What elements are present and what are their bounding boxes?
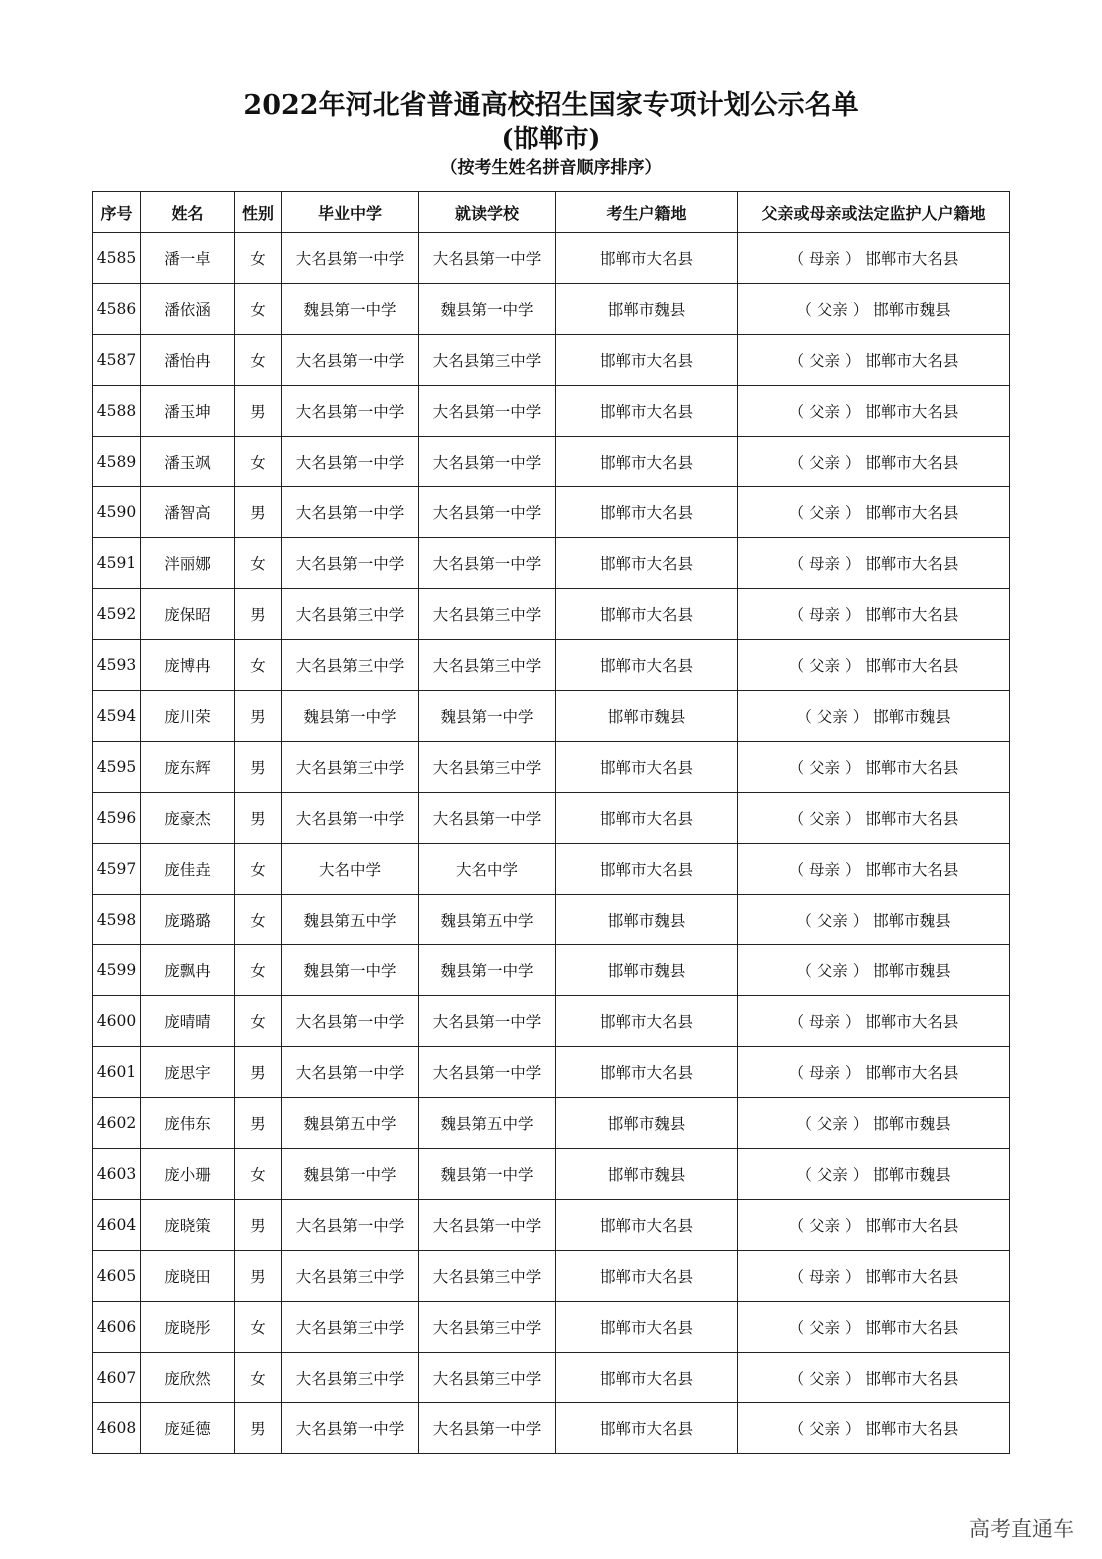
guardian-registration-cell: （ 父亲 ） 邯郸市大名县 bbox=[738, 487, 1010, 538]
gender-cell: 女 bbox=[235, 233, 282, 284]
serial-number-cell: 4600 bbox=[93, 996, 141, 1047]
gender-cell: 男 bbox=[235, 1199, 282, 1250]
graduation-school-cell: 大名县第一中学 bbox=[282, 233, 419, 284]
current-school-cell: 大名县第三中学 bbox=[419, 334, 556, 385]
header-row bbox=[93, 192, 1010, 233]
serial-number-cell: 4593 bbox=[93, 640, 141, 691]
household-registration-cell: 邯郸市大名县 bbox=[556, 538, 738, 589]
current-school-cell: 大名县第一中学 bbox=[419, 538, 556, 589]
serial-number-cell: 4606 bbox=[93, 1301, 141, 1352]
household-registration-cell: 邯郸市大名县 bbox=[556, 233, 738, 284]
table-row bbox=[93, 1199, 1010, 1250]
current-school-cell: 大名县第一中学 bbox=[419, 233, 556, 284]
gender-cell: 女 bbox=[235, 894, 282, 945]
gender-cell: 男 bbox=[235, 487, 282, 538]
graduation-school-cell: 大名县第一中学 bbox=[282, 334, 419, 385]
name-cell: 潘智高 bbox=[141, 487, 235, 538]
current-school-cell: 大名县第一中学 bbox=[419, 1199, 556, 1250]
serial-number-cell: 4585 bbox=[93, 233, 141, 284]
table-row bbox=[93, 487, 1010, 538]
current-school-cell: 大名县第三中学 bbox=[419, 1352, 556, 1403]
graduation-school-cell: 魏县第五中学 bbox=[282, 894, 419, 945]
guardian-registration-cell: （ 父亲 ） 邯郸市魏县 bbox=[738, 691, 1010, 742]
current-school-cell: 大名县第三中学 bbox=[419, 741, 556, 792]
table-row bbox=[93, 996, 1010, 1047]
gender-cell: 女 bbox=[235, 843, 282, 894]
name-cell: 庞豪杰 bbox=[141, 792, 235, 843]
name-cell: 庞川荣 bbox=[141, 691, 235, 742]
serial-number-cell: 4591 bbox=[93, 538, 141, 589]
watermark: 高考直通车 bbox=[969, 1517, 1074, 1541]
current-school-cell: 大名县第一中学 bbox=[419, 996, 556, 1047]
guardian-registration-cell: （ 父亲 ） 邯郸市大名县 bbox=[738, 741, 1010, 792]
name-cell: 潘依涵 bbox=[141, 283, 235, 334]
graduation-school-cell: 大名县第一中学 bbox=[282, 487, 419, 538]
household-registration-cell: 邯郸市大名县 bbox=[556, 589, 738, 640]
gender-cell: 男 bbox=[235, 741, 282, 792]
table-row bbox=[93, 334, 1010, 385]
current-school-cell: 大名县第三中学 bbox=[419, 640, 556, 691]
header-cell: 父亲或母亲或法定监护人户籍地 bbox=[738, 192, 1010, 233]
household-registration-cell: 邯郸市大名县 bbox=[556, 996, 738, 1047]
gender-cell: 男 bbox=[235, 1098, 282, 1149]
name-cell: 庞欣然 bbox=[141, 1352, 235, 1403]
page-title: 2022年河北省普通高校招生国家专项计划公示名单 bbox=[243, 90, 859, 121]
graduation-school-cell: 大名县第三中学 bbox=[282, 1301, 419, 1352]
graduation-school-cell: 大名县第一中学 bbox=[282, 538, 419, 589]
graduation-school-cell: 大名县第一中学 bbox=[282, 1199, 419, 1250]
guardian-registration-cell: （ 父亲 ） 邯郸市大名县 bbox=[738, 640, 1010, 691]
household-registration-cell: 邯郸市魏县 bbox=[556, 283, 738, 334]
graduation-school-cell: 魏县第一中学 bbox=[282, 691, 419, 742]
table-row bbox=[93, 945, 1010, 996]
serial-number-cell: 4597 bbox=[93, 843, 141, 894]
serial-number-cell: 4603 bbox=[93, 1149, 141, 1200]
table-header bbox=[93, 192, 1010, 233]
table-row bbox=[93, 843, 1010, 894]
current-school-cell: 大名县第三中学 bbox=[419, 1301, 556, 1352]
serial-number-cell: 4592 bbox=[93, 589, 141, 640]
header-cell: 就读学校 bbox=[419, 192, 556, 233]
guardian-registration-cell: （ 父亲 ） 邯郸市大名县 bbox=[738, 436, 1010, 487]
serial-number-cell: 4589 bbox=[93, 436, 141, 487]
table-row bbox=[93, 538, 1010, 589]
name-cell: 庞小珊 bbox=[141, 1149, 235, 1200]
gender-cell: 女 bbox=[235, 334, 282, 385]
household-registration-cell: 邯郸市大名县 bbox=[556, 640, 738, 691]
serial-number-cell: 4605 bbox=[93, 1250, 141, 1301]
guardian-registration-cell: （ 母亲 ） 邯郸市大名县 bbox=[738, 1047, 1010, 1098]
gender-cell: 女 bbox=[235, 1149, 282, 1200]
header-cell: 序号 bbox=[93, 192, 141, 233]
guardian-registration-cell: （ 母亲 ） 邯郸市大名县 bbox=[738, 538, 1010, 589]
current-school-cell: 大名县第一中学 bbox=[419, 1047, 556, 1098]
graduation-school-cell: 大名县第三中学 bbox=[282, 589, 419, 640]
name-cell: 庞晓田 bbox=[141, 1250, 235, 1301]
current-school-cell: 魏县第一中学 bbox=[419, 945, 556, 996]
current-school-cell: 魏县第五中学 bbox=[419, 1098, 556, 1149]
serial-number-cell: 4602 bbox=[93, 1098, 141, 1149]
table-row bbox=[93, 1301, 1010, 1352]
serial-number-cell: 4601 bbox=[93, 1047, 141, 1098]
graduation-school-cell: 魏县第五中学 bbox=[282, 1098, 419, 1149]
current-school-cell: 魏县第五中学 bbox=[419, 894, 556, 945]
household-registration-cell: 邯郸市大名县 bbox=[556, 1352, 738, 1403]
household-registration-cell: 邯郸市魏县 bbox=[556, 894, 738, 945]
serial-number-cell: 4596 bbox=[93, 792, 141, 843]
guardian-registration-cell: （ 父亲 ） 邯郸市大名县 bbox=[738, 1301, 1010, 1352]
name-cell: 潘玉飒 bbox=[141, 436, 235, 487]
table-row bbox=[93, 283, 1010, 334]
guardian-registration-cell: （ 父亲 ） 邯郸市大名县 bbox=[738, 334, 1010, 385]
name-cell: 庞东辉 bbox=[141, 741, 235, 792]
name-cell: 潘玉坤 bbox=[141, 385, 235, 436]
table-row bbox=[93, 1352, 1010, 1403]
gender-cell: 女 bbox=[235, 1352, 282, 1403]
table-row bbox=[93, 792, 1010, 843]
gender-cell: 男 bbox=[235, 691, 282, 742]
name-cell: 潘一卓 bbox=[141, 233, 235, 284]
name-cell: 庞佳垚 bbox=[141, 843, 235, 894]
table-row bbox=[93, 589, 1010, 640]
serial-number-cell: 4595 bbox=[93, 741, 141, 792]
graduation-school-cell: 大名县第三中学 bbox=[282, 640, 419, 691]
table-row bbox=[93, 1149, 1010, 1200]
gender-cell: 女 bbox=[235, 436, 282, 487]
header-cell: 性别 bbox=[235, 192, 282, 233]
graduation-school-cell: 魏县第一中学 bbox=[282, 283, 419, 334]
gender-cell: 女 bbox=[235, 538, 282, 589]
serial-number-cell: 4608 bbox=[93, 1403, 141, 1454]
name-cell: 庞保昭 bbox=[141, 589, 235, 640]
current-school-cell: 大名县第一中学 bbox=[419, 792, 556, 843]
gender-cell: 男 bbox=[235, 385, 282, 436]
gender-cell: 男 bbox=[235, 589, 282, 640]
gender-cell: 女 bbox=[235, 945, 282, 996]
household-registration-cell: 邯郸市大名县 bbox=[556, 1403, 738, 1454]
serial-number-cell: 4586 bbox=[93, 283, 141, 334]
graduation-school-cell: 大名中学 bbox=[282, 843, 419, 894]
serial-number-cell: 4594 bbox=[93, 691, 141, 742]
household-registration-cell: 邯郸市魏县 bbox=[556, 1149, 738, 1200]
gender-cell: 男 bbox=[235, 1047, 282, 1098]
table-row bbox=[93, 741, 1010, 792]
name-cell: 庞延德 bbox=[141, 1403, 235, 1454]
household-registration-cell: 邯郸市大名县 bbox=[556, 741, 738, 792]
current-school-cell: 大名县第三中学 bbox=[419, 589, 556, 640]
household-registration-cell: 邯郸市大名县 bbox=[556, 792, 738, 843]
table-body bbox=[93, 233, 1010, 1454]
household-registration-cell: 邯郸市魏县 bbox=[556, 1098, 738, 1149]
serial-number-cell: 4604 bbox=[93, 1199, 141, 1250]
household-registration-cell: 邯郸市魏县 bbox=[556, 691, 738, 742]
guardian-registration-cell: （ 父亲 ） 邯郸市魏县 bbox=[738, 283, 1010, 334]
table-row bbox=[93, 436, 1010, 487]
graduation-school-cell: 魏县第一中学 bbox=[282, 1149, 419, 1200]
name-cell: 庞飘冉 bbox=[141, 945, 235, 996]
name-cell: 庞博冉 bbox=[141, 640, 235, 691]
name-cell: 庞晓策 bbox=[141, 1199, 235, 1250]
household-registration-cell: 邯郸市大名县 bbox=[556, 385, 738, 436]
guardian-registration-cell: （ 母亲 ） 邯郸市大名县 bbox=[738, 996, 1010, 1047]
household-registration-cell: 邯郸市大名县 bbox=[556, 487, 738, 538]
table-row bbox=[93, 233, 1010, 284]
serial-number-cell: 4607 bbox=[93, 1352, 141, 1403]
household-registration-cell: 邯郸市大名县 bbox=[556, 1301, 738, 1352]
name-cell: 庞璐璐 bbox=[141, 894, 235, 945]
table-row bbox=[93, 691, 1010, 742]
guardian-registration-cell: （ 父亲 ） 邯郸市大名县 bbox=[738, 385, 1010, 436]
guardian-registration-cell: （ 父亲 ） 邯郸市魏县 bbox=[738, 894, 1010, 945]
household-registration-cell: 邯郸市大名县 bbox=[556, 1250, 738, 1301]
graduation-school-cell: 大名县第一中学 bbox=[282, 792, 419, 843]
header-cell: 考生户籍地 bbox=[556, 192, 738, 233]
graduation-school-cell: 大名县第一中学 bbox=[282, 436, 419, 487]
header-cell: 毕业中学 bbox=[282, 192, 419, 233]
table-row bbox=[93, 894, 1010, 945]
table-row bbox=[93, 640, 1010, 691]
name-cell: 庞思宇 bbox=[141, 1047, 235, 1098]
graduation-school-cell: 大名县第一中学 bbox=[282, 1403, 419, 1454]
guardian-registration-cell: （ 父亲 ） 邯郸市魏县 bbox=[738, 1098, 1010, 1149]
guardian-registration-cell: （ 父亲 ） 邯郸市大名县 bbox=[738, 1352, 1010, 1403]
graduation-school-cell: 大名县第一中学 bbox=[282, 385, 419, 436]
household-registration-cell: 邯郸市魏县 bbox=[556, 945, 738, 996]
roster-table bbox=[92, 191, 1010, 1454]
gender-cell: 女 bbox=[235, 640, 282, 691]
table-row bbox=[93, 1047, 1010, 1098]
gender-cell: 女 bbox=[235, 1301, 282, 1352]
household-registration-cell: 邯郸市大名县 bbox=[556, 843, 738, 894]
name-cell: 庞晓彤 bbox=[141, 1301, 235, 1352]
guardian-registration-cell: （ 母亲 ） 邯郸市大名县 bbox=[738, 1250, 1010, 1301]
serial-number-cell: 4598 bbox=[93, 894, 141, 945]
graduation-school-cell: 大名县第一中学 bbox=[282, 1047, 419, 1098]
name-cell: 庞晴晴 bbox=[141, 996, 235, 1047]
current-school-cell: 魏县第一中学 bbox=[419, 1149, 556, 1200]
graduation-school-cell: 大名县第三中学 bbox=[282, 1352, 419, 1403]
current-school-cell: 大名县第一中学 bbox=[419, 1403, 556, 1454]
gender-cell: 女 bbox=[235, 283, 282, 334]
guardian-registration-cell: （ 父亲 ） 邯郸市魏县 bbox=[738, 1149, 1010, 1200]
current-school-cell: 魏县第一中学 bbox=[419, 283, 556, 334]
guardian-registration-cell: （ 母亲 ） 邯郸市大名县 bbox=[738, 589, 1010, 640]
graduation-school-cell: 大名县第三中学 bbox=[282, 1250, 419, 1301]
guardian-registration-cell: （ 母亲 ） 邯郸市大名县 bbox=[738, 843, 1010, 894]
guardian-registration-cell: （ 父亲 ） 邯郸市大名县 bbox=[738, 792, 1010, 843]
serial-number-cell: 4587 bbox=[93, 334, 141, 385]
serial-number-cell: 4590 bbox=[93, 487, 141, 538]
gender-cell: 男 bbox=[235, 1403, 282, 1454]
sort-note: （按考生姓名拼音顺序排序） bbox=[440, 158, 662, 178]
gender-cell: 男 bbox=[235, 792, 282, 843]
current-school-cell: 大名中学 bbox=[419, 843, 556, 894]
header-cell: 姓名 bbox=[141, 192, 235, 233]
table-row bbox=[93, 1403, 1010, 1454]
table-row bbox=[93, 385, 1010, 436]
page-subtitle: (邯郸市) bbox=[501, 124, 601, 153]
current-school-cell: 大名县第一中学 bbox=[419, 436, 556, 487]
serial-number-cell: 4599 bbox=[93, 945, 141, 996]
gender-cell: 女 bbox=[235, 996, 282, 1047]
table-row bbox=[93, 1250, 1010, 1301]
guardian-registration-cell: （ 父亲 ） 邯郸市大名县 bbox=[738, 1199, 1010, 1250]
household-registration-cell: 邯郸市大名县 bbox=[556, 436, 738, 487]
household-registration-cell: 邯郸市大名县 bbox=[556, 1047, 738, 1098]
current-school-cell: 大名县第三中学 bbox=[419, 1250, 556, 1301]
graduation-school-cell: 大名县第一中学 bbox=[282, 996, 419, 1047]
serial-number-cell: 4588 bbox=[93, 385, 141, 436]
household-registration-cell: 邯郸市大名县 bbox=[556, 334, 738, 385]
guardian-registration-cell: （ 父亲 ） 邯郸市大名县 bbox=[738, 1403, 1010, 1454]
graduation-school-cell: 魏县第一中学 bbox=[282, 945, 419, 996]
guardian-registration-cell: （ 父亲 ） 邯郸市魏县 bbox=[738, 945, 1010, 996]
name-cell: 庞伟东 bbox=[141, 1098, 235, 1149]
household-registration-cell: 邯郸市大名县 bbox=[556, 1199, 738, 1250]
name-cell: 潘怡冉 bbox=[141, 334, 235, 385]
graduation-school-cell: 大名县第三中学 bbox=[282, 741, 419, 792]
name-cell: 泮丽娜 bbox=[141, 538, 235, 589]
current-school-cell: 大名县第一中学 bbox=[419, 385, 556, 436]
current-school-cell: 魏县第一中学 bbox=[419, 691, 556, 742]
current-school-cell: 大名县第一中学 bbox=[419, 487, 556, 538]
gender-cell: 男 bbox=[235, 1250, 282, 1301]
table-row bbox=[93, 1098, 1010, 1149]
guardian-registration-cell: （ 母亲 ） 邯郸市大名县 bbox=[738, 233, 1010, 284]
